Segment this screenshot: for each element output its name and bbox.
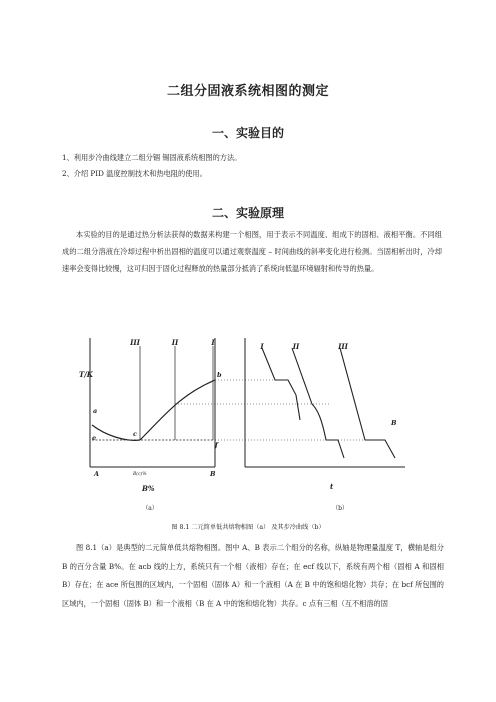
point-A-label: A [94,470,100,478]
right-label-I: I [260,342,264,351]
point-a-label: a [93,407,98,415]
right-label-II: II [292,342,300,351]
left-label-III: III [130,338,140,347]
section-heading-principle: 二、实验原理 [211,206,284,220]
x-axis-label: B% [142,484,155,493]
point-B-label: B [210,470,216,478]
point-b-label: b [217,371,222,379]
right-label-III: III [338,342,348,351]
objective-item-1: 1、利用步冷曲线建立二组分锢 锡固液系统相图的方法。 [62,153,242,162]
composition-tick-label: B(c)% [133,472,147,477]
right-cooling-curves [245,338,405,467]
subfigure-b-label: （b） [332,505,348,512]
figure-caption: 图 8.1 二元简单低共熔物相图（a） 及其步冷曲线（b） [171,524,325,531]
page-title: 二组分固液系统相图的测定 [166,84,329,99]
section-heading-objectives: 一、实验目的 [211,126,284,140]
point-f-label: f [215,441,218,449]
point-e-label: e [92,434,97,442]
point-c-label: c [133,430,137,438]
right-point-B-label: B [391,419,397,427]
time-axis-label: t [330,482,334,491]
left-label-II: II [171,338,179,347]
principle-paragraph: 本实验的目的是通过热分析法获得的数据来构建一个相图，用于表示不同温度、组成下的固相、液相平衡。不同组成的二组分溶液在冷却过程中析出固相的温度可以通过观察温度 – 时间曲线的斜率变化进行检测。当固相析出时，冷却速率会变得比较慢，这可归因于固化过程释放的热量部分抵消了系统向低温环境辐射和传导的热量。 [62,230,442,273]
left-label-I: I [211,338,215,347]
objective-item-2: 2、介绍 PID 温度控制技术和热电阻的使用。 [62,169,207,178]
subfigure-a-label: （a） [142,505,158,512]
y-axis-label: T/K [79,370,93,379]
left-phase-diagram [90,338,372,467]
body-paragraph-2: 图 8.1（a）是典型的二元简单低共熔物相图。图中 A、B 表示二个组分的名称，纵轴是物理量温度 T，横轴是组分 B 的百分含量 B%。在 acb 线的上方，系统只有一个相（液相）存在；在 ecf 线以下，系统有两个相（固相 A 和固相 B）存在；在 ace 所包围的区域内，一个固相（固体 A）和一个液相（A 在 B 中的饱和熔化物）共存；在 bcf 所包围的区域内，一个固相（固体 B）和一个液相（B 在 A 中的饱和熔化物）共存。c 点有三相（互不相溶的固 [62,543,444,608]
